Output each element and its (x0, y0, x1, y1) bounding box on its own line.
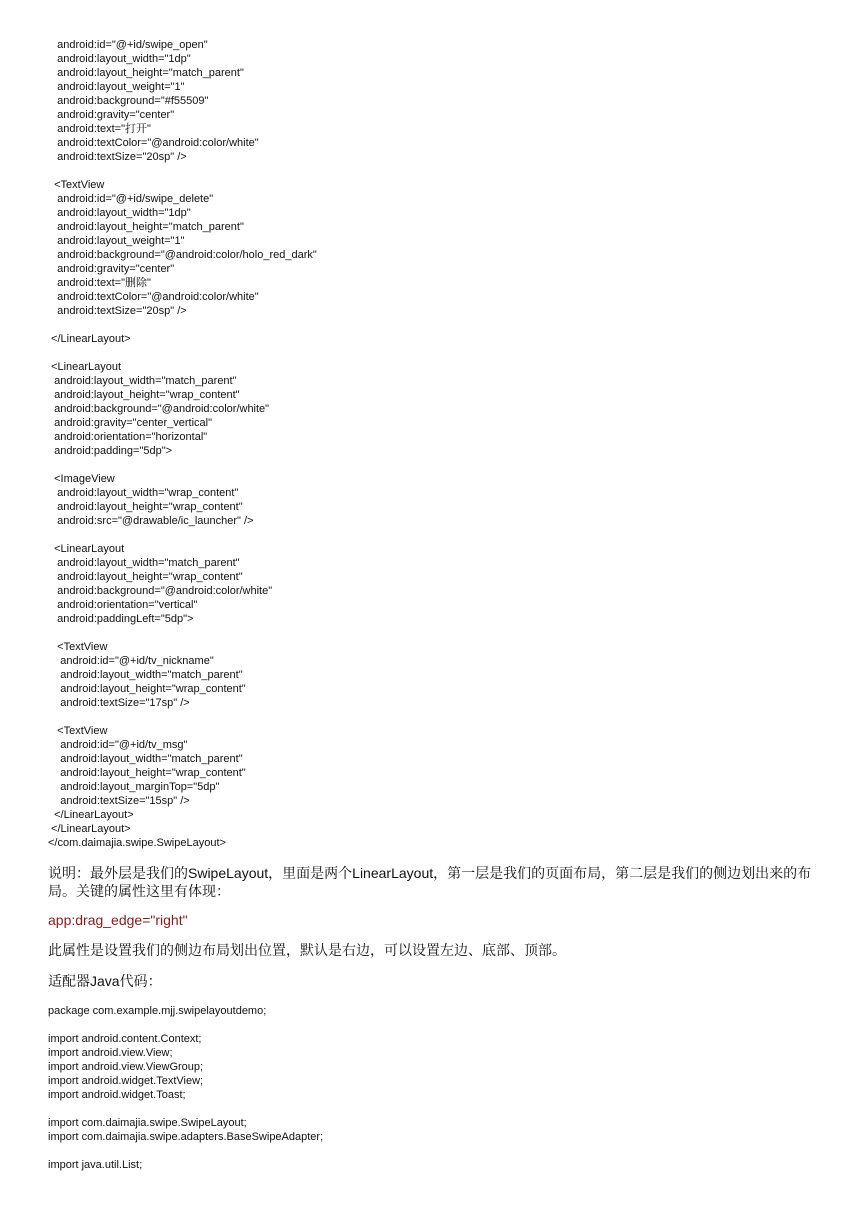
code-line: android:id="@+id/swipe_delete" (48, 193, 214, 205)
code-line: import android.content.Context; (48, 1033, 202, 1045)
code-line: android:text="删除" (48, 277, 151, 289)
code-line: android:layout_weight="1" (48, 81, 185, 93)
code-line: android:textColor="@android:color/white" (48, 137, 259, 149)
code-line: import android.view.ViewGroup; (48, 1061, 204, 1073)
code-line: import com.daimajia.swipe.SwipeLayout; (48, 1117, 247, 1129)
code-line: android:id="@+id/tv_msg" (48, 739, 188, 751)
code-line: android:layout_height="match_parent" (48, 221, 244, 233)
code-line: android:background="@android:color/holo_red_dark" (48, 249, 317, 261)
code-line (48, 1102, 848, 1116)
code-line: android:background="#f55509" (48, 95, 209, 107)
code-line: android:background="@android:color/white" (48, 403, 270, 415)
code-line: android:background="@android:color/white" (48, 585, 273, 597)
code-line: android:layout_height="wrap_content" (48, 389, 240, 401)
code-line: </LinearLayout> (48, 333, 131, 345)
code-line: android:layout_height="wrap_content" (48, 767, 246, 779)
code-line (48, 458, 848, 472)
code-line (48, 710, 848, 724)
code-line: android:layout_width="match_parent" (48, 375, 237, 387)
code-line (48, 1144, 848, 1158)
code-line: import com.daimajia.swipe.adapters.BaseSwipeAdapter; (48, 1131, 324, 1143)
code-line: <TextView (48, 179, 105, 191)
code-line: android:text="打开" (48, 123, 151, 135)
code-line: android:layout_height="wrap_content" (48, 501, 243, 513)
code-line: </LinearLayout> (48, 809, 134, 821)
code-line: android:orientation="vertical" (48, 599, 198, 611)
code-line: package com.example.mjj.swipelayoutdemo; (48, 1005, 267, 1017)
xml-code-block (48, 38, 848, 850)
code-line: </LinearLayout> (48, 823, 131, 835)
code-line: import android.widget.TextView; (48, 1075, 204, 1087)
code-line: android:layout_height="wrap_content" (48, 571, 243, 583)
code-line: android:textSize="17sp" /> (48, 697, 190, 709)
code-line: <LinearLayout (48, 361, 122, 373)
adapter-heading: 适配器Java代码： (48, 973, 162, 989)
explanation-paragraph: 说明：最外层是我们的SwipeLayout，里面是两个LinearLayout，第一层是我们的页面布局，第二层是我们的侧边划出来的布局。关键的属性这里有体现： (48, 865, 812, 899)
code-line: android:gravity="center" (48, 263, 175, 275)
code-line (48, 164, 848, 178)
code-line: android:src="@drawable/ic_launcher" /> (48, 515, 254, 527)
code-line: android:layout_width="match_parent" (48, 753, 243, 765)
code-line: android:layout_width="match_parent" (48, 557, 240, 569)
code-line: import android.widget.Toast; (48, 1089, 186, 1101)
code-line: android:id="@+id/swipe_open" (48, 39, 208, 51)
code-line: android:padding="5dp"> (48, 445, 173, 457)
code-line: <ImageView (48, 473, 115, 485)
java-code-block (48, 1004, 848, 1172)
code-line: </com.daimajia.swipe.SwipeLayout> (48, 837, 226, 849)
code-line: android:layout_width="1dp" (48, 207, 191, 219)
code-line (48, 626, 848, 640)
code-line: android:layout_height="wrap_content" (48, 683, 246, 695)
code-line: android:orientation="horizontal" (48, 431, 208, 443)
code-line: <TextView (48, 641, 108, 653)
code-line: android:gravity="center_vertical" (48, 417, 213, 429)
code-line (48, 1018, 848, 1032)
code-line: android:layout_marginTop="5dp" (48, 781, 220, 793)
code-line: android:layout_width="wrap_content" (48, 487, 239, 499)
code-line: <LinearLayout (48, 543, 125, 555)
code-line: android:layout_width="1dp" (48, 53, 191, 65)
code-line: android:textSize="20sp" /> (48, 305, 187, 317)
code-line (48, 318, 848, 332)
code-line: android:layout_height="match_parent" (48, 67, 244, 79)
code-line: android:textColor="@android:color/white" (48, 291, 259, 303)
code-line: <TextView (48, 725, 108, 737)
code-line (48, 346, 848, 360)
code-line: android:id="@+id/tv_nickname" (48, 655, 214, 667)
code-line: android:textSize="15sp" /> (48, 795, 190, 807)
code-line: android:layout_weight="1" (48, 235, 185, 247)
code-line: android:textSize="20sp" /> (48, 151, 187, 163)
code-line (48, 528, 848, 542)
code-line: android:paddingLeft="5dp"> (48, 613, 194, 625)
code-line: android:layout_width="match_parent" (48, 669, 243, 681)
code-line: import java.util.List; (48, 1159, 143, 1171)
code-line: import android.view.View; (48, 1047, 173, 1059)
key-attribute: app:drag_edge="right" (48, 912, 188, 928)
attribute-note: 此属性是设置我们的侧边布局划出位置，默认是右边，可以设置左边、底部、顶部。 (48, 942, 566, 958)
code-line: android:gravity="center" (48, 109, 175, 121)
